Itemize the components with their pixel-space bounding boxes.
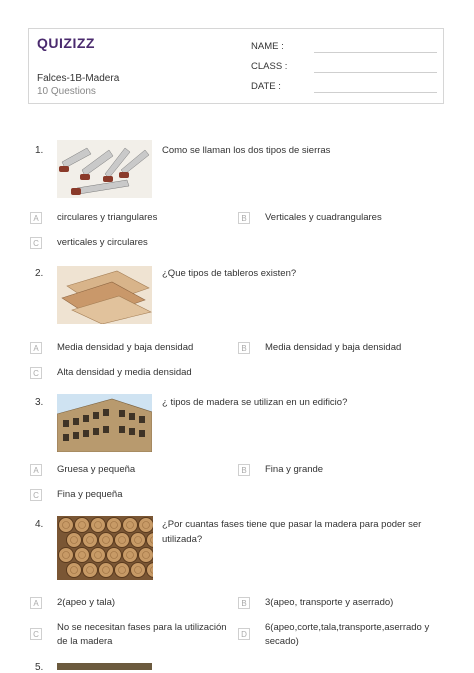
- option-text-line2: de la madera: [57, 636, 113, 647]
- question-text: ¿Que tipos de tableros existen?: [162, 268, 297, 279]
- option-letter: C: [30, 367, 42, 379]
- option-letter: B: [238, 464, 250, 476]
- question-text: Como se llaman los dos tipos de sierras: [162, 145, 331, 156]
- date-label: DATE :: [251, 81, 281, 92]
- option-letter: C: [30, 237, 42, 249]
- quizizz-logo: QUIZIZZ: [37, 35, 95, 51]
- option-text: Media densidad y baja densidad: [265, 342, 402, 353]
- question-text-line1: ¿Por cuantas fases tiene que pasar la madera para poder ser: [162, 519, 422, 530]
- class-label: CLASS :: [251, 61, 288, 72]
- name-label: NAME :: [251, 41, 284, 52]
- class-field: [251, 61, 287, 72]
- question-text: ¿ tipos de madera se utilizan en un edificio?: [162, 397, 348, 408]
- question-count: 10 Questions: [37, 86, 96, 97]
- option-text: Gruesa y pequeña: [57, 464, 136, 475]
- wood-boards-image: [57, 266, 152, 324]
- option-letter: A: [30, 212, 42, 224]
- question-number: 3.: [35, 397, 44, 408]
- option-text: Fina y grande: [265, 464, 324, 475]
- name-line: [314, 52, 437, 53]
- option-text: Fina y pequeña: [57, 489, 123, 500]
- option-letter: A: [30, 597, 42, 609]
- worksheet-title: Falces-1B-Madera: [37, 73, 120, 84]
- option-text: Media densidad y baja densidad: [57, 342, 194, 353]
- option-text: Verticales y cuadrangulares: [265, 212, 382, 223]
- option-letter: B: [238, 597, 250, 609]
- question-number: 2.: [35, 268, 44, 279]
- worksheet-header: [28, 28, 444, 104]
- option-letter: D: [238, 628, 250, 640]
- option-text: verticales y circulares: [57, 237, 148, 248]
- option-text-line1: No se necesitan fases para la utilización: [57, 622, 227, 633]
- option-text-line2: secado): [265, 636, 299, 647]
- question-number: 4.: [35, 519, 44, 530]
- option-letter: C: [30, 489, 42, 501]
- option-letter: C: [30, 628, 42, 640]
- question-number: 5.: [35, 662, 44, 673]
- option-text: 2(apeo y tala): [57, 597, 116, 608]
- logs-image: [57, 516, 153, 580]
- option-text: circulares y triangulares: [57, 212, 158, 223]
- name-field: [251, 41, 284, 52]
- question-text-line2: utilizada?: [162, 534, 203, 545]
- class-line: [314, 72, 437, 73]
- option-text-line1: 6(apeo,corte,tala,transporte,aserrado y: [265, 622, 430, 633]
- option-text: 3(apeo, transporte y aserrado): [265, 597, 394, 608]
- question-number: 1.: [35, 145, 44, 156]
- saws-image: [57, 140, 152, 198]
- option-letter: A: [30, 342, 42, 354]
- option-letter: A: [30, 464, 42, 476]
- question-image-partial: [57, 663, 152, 670]
- option-text: Alta densidad y media densidad: [57, 367, 192, 378]
- building-image: [57, 394, 152, 452]
- option-letter: B: [238, 342, 250, 354]
- date-field: [251, 81, 281, 92]
- date-line: [314, 92, 437, 93]
- option-letter: B: [238, 212, 250, 224]
